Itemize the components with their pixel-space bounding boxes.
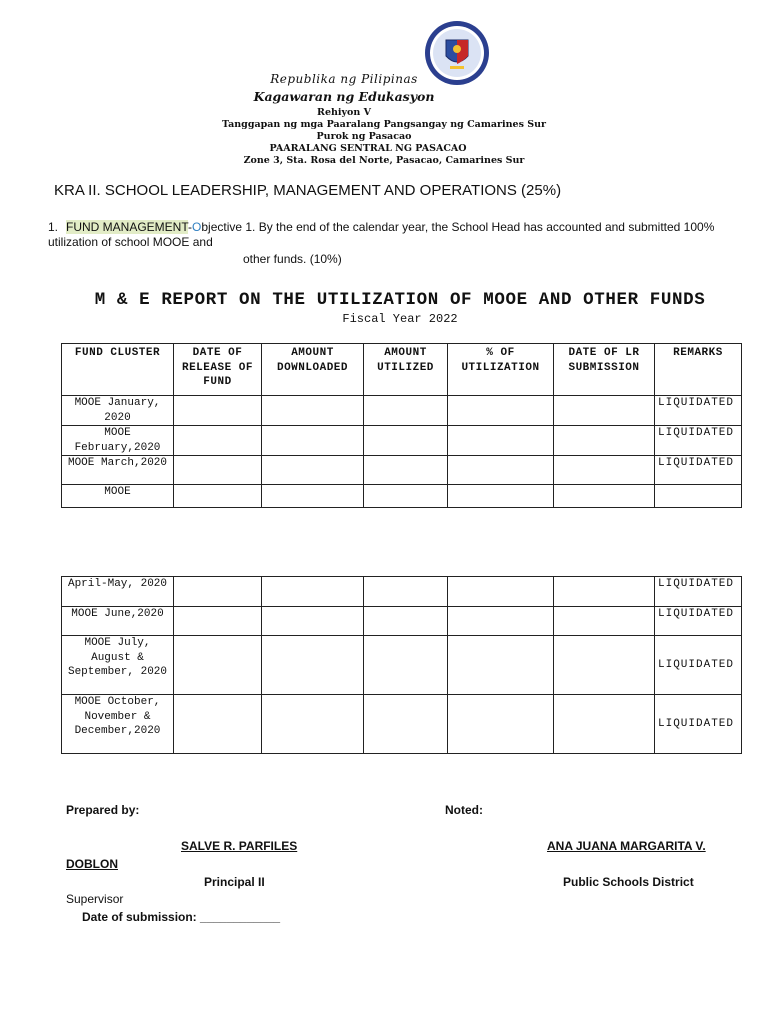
empty-cell <box>448 426 554 456</box>
empty-cell <box>364 426 448 456</box>
empty-cell <box>364 396 448 426</box>
empty-cell <box>364 607 448 636</box>
table-row <box>62 577 742 607</box>
empty-cell <box>174 426 262 456</box>
address-line: Zone 3, Sta. Rosa del Norte, Pasacao, Camarines Sur <box>243 155 525 166</box>
empty-cell <box>364 485 448 508</box>
empty-cell <box>262 485 364 508</box>
noter-name-line2: DOBLON <box>66 857 118 871</box>
header-date-of-release: DATE OF RELEASE OF FUND <box>174 344 262 396</box>
empty-cell <box>554 577 655 607</box>
division-line: Tanggapan ng mga Paaralang Pangsangay ng Camarines Sur <box>221 119 547 130</box>
header-amount-downloaded: AMOUNT DOWNLOADED <box>262 344 364 396</box>
remarks-cell <box>655 485 742 508</box>
empty-cell <box>364 695 448 754</box>
fund-cell: MOOE October, November & December,2020 <box>62 695 174 754</box>
region-line: Rehiyon V <box>317 107 371 118</box>
header-remarks: REMARKS <box>655 344 742 396</box>
table-row <box>62 695 742 754</box>
empty-cell <box>262 607 364 636</box>
report-title: M & E REPORT ON THE UTILIZATION OF MOOE AND OTHER FUNDS <box>94 290 706 310</box>
prepared-by-label: Prepared by: <box>66 803 140 817</box>
empty-cell <box>174 695 262 754</box>
district-line: Purok ng Pasacao <box>316 131 412 142</box>
empty-cell <box>174 607 262 636</box>
empty-cell <box>174 456 262 485</box>
remarks-cell: LIQUIDATED <box>655 456 742 485</box>
noter-title-line1: Public Schools District <box>563 875 694 889</box>
fund-cell: April-May, 2020 <box>62 577 174 607</box>
remarks-cell: LIQUIDATED <box>655 396 742 426</box>
table-row <box>62 485 742 508</box>
empty-cell <box>554 396 655 426</box>
empty-cell <box>262 426 364 456</box>
fund-cell: MOOE March,2020 <box>62 456 174 485</box>
department-heading: Kagawaran ng Edukasyon <box>253 89 435 104</box>
republic-heading: Republika ng Pilipinas <box>270 72 418 86</box>
table-row <box>62 607 742 636</box>
empty-cell <box>554 636 655 695</box>
empty-cell <box>262 456 364 485</box>
empty-cell <box>448 636 554 695</box>
empty-cell <box>448 577 554 607</box>
empty-cell <box>262 396 364 426</box>
remarks-cell: LIQUIDATED <box>655 636 742 695</box>
remarks-cell: LIQUIDATED <box>655 426 742 456</box>
table-row <box>62 636 742 695</box>
noter-name-line1: ANA JUANA MARGARITA V. <box>547 839 706 853</box>
empty-cell <box>364 456 448 485</box>
empty-cell <box>262 636 364 695</box>
empty-cell <box>448 456 554 485</box>
empty-cell <box>554 485 655 508</box>
kra-title: KRA II. SCHOOL LEADERSHIP, MANAGEMENT AND OPERATIONS (25%) <box>54 182 562 199</box>
preparer-name: SALVE R. PARFILES <box>181 839 298 853</box>
header-percent-utilization: % OF UTILIZATION <box>448 344 554 396</box>
table-header-row <box>62 344 742 396</box>
empty-cell <box>448 396 554 426</box>
preparer-title: Principal II <box>204 875 265 889</box>
remarks-cell: LIQUIDATED <box>655 695 742 754</box>
empty-cell <box>554 607 655 636</box>
header-fund-cluster: FUND CLUSTER <box>62 344 174 396</box>
fiscal-year: Fiscal Year 2022 <box>342 312 458 326</box>
fund-cell: MOOE January, 2020 <box>62 396 174 426</box>
fund-cell: MOOE June,2020 <box>62 607 174 636</box>
empty-cell <box>448 607 554 636</box>
noted-label: Noted: <box>445 803 483 817</box>
empty-cell <box>364 577 448 607</box>
noter-title-line2: Supervisor <box>66 892 124 906</box>
fund-cell: MOOE February,2020 <box>62 426 174 456</box>
fund-management-highlight: FUND MANAGEMENT <box>66 220 189 234</box>
remarks-cell: LIQUIDATED <box>655 607 742 636</box>
objective-dash: - <box>188 220 193 234</box>
empty-cell <box>174 396 262 426</box>
remarks-cell: LIQUIDATED <box>655 577 742 607</box>
objective-o-letter: O <box>192 220 202 234</box>
utilization-table <box>61 343 742 508</box>
empty-cell <box>262 577 364 607</box>
objective-text-continued: other funds. (10%) <box>243 252 342 266</box>
objective-paragraph <box>48 220 738 250</box>
empty-cell <box>174 485 262 508</box>
header-date-lr-submission: DATE OF LR SUBMISSION <box>554 344 655 396</box>
table-row <box>62 396 742 426</box>
empty-cell <box>554 456 655 485</box>
objective-text: bjective 1. By the end of the calendar year, the School Head has accounted and submitted 100% utilization of school MOOE and <box>48 220 715 249</box>
school-line: PAARALANG SENTRAL NG PASACAO <box>269 143 467 154</box>
empty-cell <box>174 577 262 607</box>
table-row <box>62 456 742 485</box>
empty-cell <box>554 426 655 456</box>
objective-number: 1. <box>48 220 59 234</box>
date-of-submission: Date of submission: ____________ <box>82 910 281 924</box>
empty-cell <box>448 695 554 754</box>
fund-cell: MOOE <box>62 485 174 508</box>
empty-cell <box>364 636 448 695</box>
header-amount-utilized: AMOUNT UTILIZED <box>364 344 448 396</box>
fund-cell: MOOE July, August & September, 2020 <box>62 636 174 695</box>
empty-cell <box>262 695 364 754</box>
empty-cell <box>448 485 554 508</box>
empty-cell <box>554 695 655 754</box>
table-row <box>62 426 742 456</box>
utilization-table-continued <box>61 576 742 754</box>
empty-cell <box>174 636 262 695</box>
